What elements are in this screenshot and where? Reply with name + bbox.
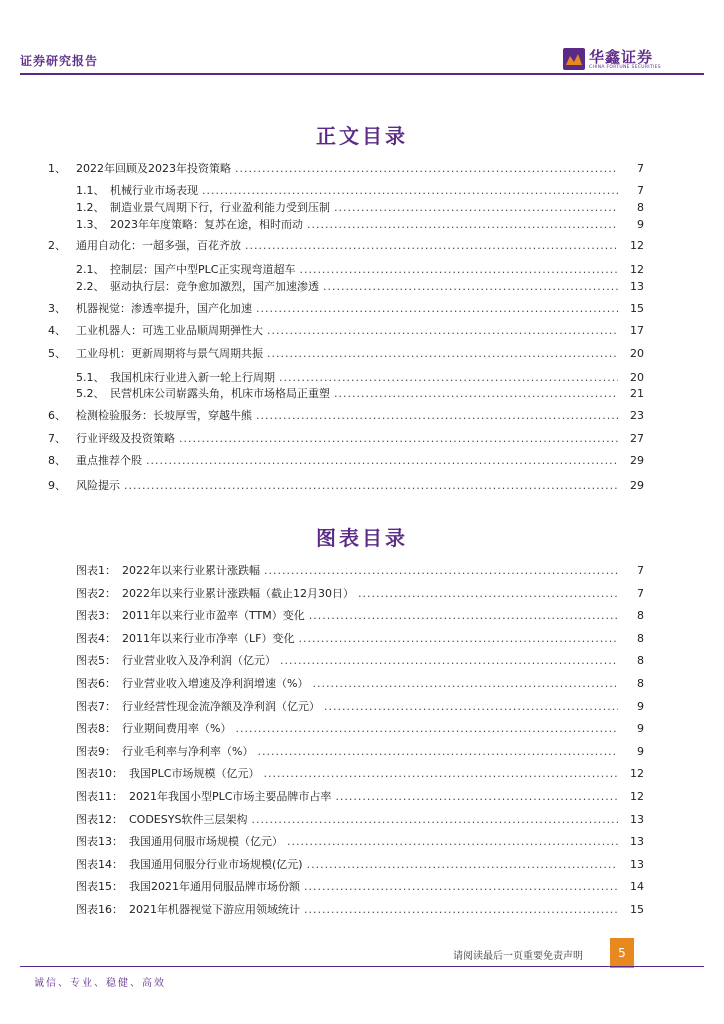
toc-entry-title: 2023年年度策略：复苏在途，相时而动 — [110, 218, 303, 231]
toc-entry[interactable] — [76, 200, 644, 216]
toc-entry-number: 7、 — [48, 432, 66, 445]
toc-entry-page: 17 — [630, 324, 644, 337]
figure-leader-dots — [304, 879, 618, 895]
toc-entry-number: 1.2、 — [76, 201, 105, 214]
toc-entry[interactable] — [48, 478, 644, 494]
toc-entry[interactable] — [48, 161, 644, 177]
figure-entry-label: 图表13： — [76, 835, 123, 849]
figures-title: 图表目录 — [316, 526, 408, 550]
logo-company-name: 华鑫证券 — [589, 48, 654, 66]
header-divider — [20, 73, 704, 75]
toc-entry-page: 27 — [630, 432, 644, 445]
toc-entry[interactable] — [48, 323, 644, 339]
toc-entry-page: 20 — [630, 371, 644, 384]
figure-entry-page: 7 — [637, 586, 644, 600]
figure-entry-page: 12 — [630, 790, 644, 803]
figure-entry[interactable] — [76, 586, 644, 602]
figure-entry-title: 我国通用伺服分行业市场规模(亿元) — [129, 857, 303, 871]
figure-entry[interactable] — [76, 902, 644, 918]
report-type-label: 证券研究报告 — [20, 54, 99, 68]
toc-entry-title: 行业评级及投资策略 — [76, 432, 175, 445]
toc-entry-page: 7 — [637, 162, 644, 175]
toc-entry[interactable] — [76, 262, 644, 278]
toc-entry-number: 5.2、 — [76, 387, 105, 400]
figure-leader-dots — [264, 563, 618, 579]
figure-leader-dots — [307, 857, 618, 873]
figure-entry-page: 13 — [630, 857, 644, 871]
toc-leader-dots — [245, 238, 618, 254]
figure-entry-label: 图表15： — [76, 880, 123, 894]
figure-entry-page: 9 — [637, 744, 644, 758]
toc-entry[interactable] — [48, 346, 644, 362]
footer-motto: 诚信、专业、稳健、高效 — [34, 978, 166, 989]
figure-entry[interactable] — [76, 789, 644, 805]
figure-entry-title: CODESYS软件三层架构 — [129, 812, 248, 826]
figure-entry-page: 8 — [637, 654, 644, 668]
toc-entry-title: 我国机床行业进入新一轮上行周期 — [110, 371, 275, 384]
figure-leader-dots — [257, 744, 618, 760]
toc-entry[interactable] — [48, 453, 644, 469]
figure-entry-title: 行业营业收入及净利润（亿元） — [122, 654, 276, 668]
toc-entry-page: 21 — [630, 387, 644, 400]
figure-leader-dots — [263, 766, 618, 782]
toc-leader-dots — [323, 279, 618, 295]
figure-entry-title: 行业期间费用率（%） — [122, 722, 232, 736]
toc-leader-dots — [267, 323, 618, 339]
page-number-badge: 5 — [610, 938, 634, 968]
figure-entry[interactable] — [76, 699, 644, 715]
toc-entry-number: 3、 — [48, 302, 66, 315]
toc-entry-page: 29 — [630, 479, 644, 492]
toc-entry-page: 9 — [637, 218, 644, 231]
figure-entry-title: 2011年以来行业市净率（LF）变化 — [122, 631, 295, 645]
figure-entry-label: 图表11： — [76, 790, 123, 803]
figure-entry-page: 15 — [630, 903, 644, 916]
figure-entry[interactable] — [76, 676, 644, 692]
figure-leader-dots — [358, 586, 618, 602]
toc-entry-number: 1、 — [48, 162, 66, 175]
toc-entry[interactable] — [76, 183, 644, 199]
toc-leader-dots — [235, 161, 618, 177]
toc-entry-page: 23 — [630, 409, 644, 422]
figure-entry-title: 2021年我国小型PLC市场主要品牌市占率 — [129, 790, 332, 803]
figure-entry-label: 图表7： — [76, 699, 116, 713]
toc-entry[interactable] — [76, 370, 644, 386]
figure-leader-dots — [324, 699, 618, 715]
figure-entry[interactable] — [76, 744, 644, 760]
figure-entry-label: 图表6： — [76, 677, 116, 690]
toc-entry-title: 风险提示 — [76, 479, 120, 492]
toc-entry-number: 1.3、 — [76, 218, 105, 231]
toc-entry-number: 5、 — [48, 347, 66, 360]
toc-entry[interactable] — [76, 386, 644, 402]
figure-leader-dots — [287, 834, 618, 850]
toc-entry-title: 民营机床公司崭露头角，机床市场格局正重塑 — [110, 387, 330, 400]
figure-entry-title: 2021年机器视觉下游应用领域统计 — [129, 903, 300, 916]
figure-entry-page: 13 — [630, 812, 644, 826]
figure-entry[interactable] — [76, 879, 644, 895]
toc-entry[interactable] — [48, 301, 644, 317]
figure-entry[interactable] — [76, 857, 644, 873]
toc-entry-title: 控制层：国产中型PLC正实现弯道超车 — [110, 263, 296, 276]
figure-entry[interactable] — [76, 631, 644, 647]
figure-leader-dots — [298, 631, 618, 647]
figure-entry-label: 图表16： — [76, 903, 123, 916]
figure-entry-label: 图表10： — [76, 767, 123, 781]
toc-leader-dots — [267, 346, 618, 362]
toc-entry-title: 驱动执行层：竞争愈加激烈，国产加速渗透 — [110, 280, 319, 293]
toc-leader-dots — [334, 200, 618, 216]
toc-leader-dots — [146, 453, 618, 469]
figure-entry-page: 8 — [637, 677, 644, 690]
toc-entry[interactable] — [48, 408, 644, 424]
figure-entry-page: 9 — [637, 722, 644, 736]
figure-entry-title: 我国PLC市场规模（亿元） — [129, 767, 260, 781]
toc-entry-page: 12 — [630, 263, 644, 276]
figure-entry-label: 图表2： — [76, 586, 116, 600]
figure-entry[interactable] — [76, 563, 644, 579]
toc-entry-title: 机械行业市场表现 — [110, 184, 198, 197]
toc-entry-title: 机器视觉：渗透率提升，国产化加速 — [76, 302, 252, 315]
toc-entry-number: 6、 — [48, 409, 66, 422]
toc-entry-title: 检测检验服务：长坡厚雪，穿越牛熊 — [76, 409, 252, 422]
figure-entry[interactable] — [76, 608, 644, 624]
figure-entry-title: 行业毛利率与净利率（%） — [122, 744, 254, 758]
toc-entry-number: 2.2、 — [76, 280, 105, 293]
figure-entry-page: 8 — [637, 609, 644, 623]
toc-entry-number: 8、 — [48, 454, 66, 467]
toc-entry-title: 工业母机：更新周期将与景气周期共振 — [76, 347, 263, 360]
toc-entry-page: 7 — [637, 184, 644, 197]
toc-entry-page: 13 — [630, 280, 644, 293]
toc-entry-number: 2.1、 — [76, 263, 105, 276]
figure-entry-label: 图表3： — [76, 609, 116, 623]
toc-entry-title: 通用自动化：一超多强，百花齐放 — [76, 239, 241, 252]
figure-entry[interactable] — [76, 653, 644, 669]
company-logo — [563, 46, 663, 72]
figure-entry-page: 12 — [630, 767, 644, 781]
figure-entry-title: 2011年以来行业市盈率（TTM）变化 — [122, 609, 305, 623]
figure-entry-page: 13 — [630, 835, 644, 849]
figure-leader-dots — [335, 789, 618, 805]
toc-leader-dots — [256, 301, 618, 317]
toc-entry-page: 12 — [630, 239, 644, 252]
figure-entry-page: 14 — [630, 880, 644, 894]
figure-entry-label: 图表9： — [76, 744, 116, 758]
figure-entry-title: 行业经营性现金流净额及净利润（亿元） — [122, 699, 320, 713]
figure-entry-title: 我国2021年通用伺服品牌市场份额 — [129, 880, 300, 894]
figure-leader-dots — [304, 902, 618, 918]
figure-entry-label: 图表12： — [76, 812, 123, 826]
figure-entry-title: 行业营业收入增速及净利润增速（%） — [122, 677, 309, 690]
toc-entry[interactable] — [48, 238, 644, 254]
figure-entry-title: 2022年以来行业累计涨跌幅（截止12月30日） — [122, 586, 354, 600]
figure-entry-label: 图表1： — [76, 564, 116, 577]
toc-leader-dots — [299, 262, 618, 278]
toc-entry-number: 5.1、 — [76, 371, 105, 384]
figure-entry-title: 2022年以来行业累计涨跌幅 — [122, 564, 260, 577]
figure-leader-dots — [312, 676, 618, 692]
figure-leader-dots — [280, 653, 618, 669]
toc-entry[interactable] — [48, 431, 644, 447]
toc-entry[interactable] — [76, 217, 644, 233]
logo-company-subtitle: CHINA FORTUNE SECURITIES — [589, 65, 661, 70]
figure-leader-dots — [235, 721, 618, 737]
toc-entry-title: 制造业景气周期下行，行业盈利能力受到压制 — [110, 201, 330, 214]
logo-mark-icon — [563, 48, 585, 70]
toc-entry[interactable] — [76, 279, 644, 295]
toc-entry-page: 15 — [630, 302, 644, 315]
toc-entry-page: 20 — [630, 347, 644, 360]
figure-entry-label: 图表14： — [76, 857, 123, 871]
figure-entry[interactable] — [76, 721, 644, 737]
toc-leader-dots — [202, 183, 618, 199]
figure-entry[interactable] — [76, 766, 644, 782]
figure-entry-title: 我国通用伺服市场规模（亿元） — [129, 835, 283, 849]
toc-entry-title: 重点推荐个股 — [76, 454, 142, 467]
figure-entry-page: 9 — [637, 699, 644, 713]
disclaimer-note[interactable]: 请阅读最后一页重要免责声明 — [453, 951, 583, 962]
toc-leader-dots — [124, 478, 618, 494]
toc-entry-title: 2022年回顾及2023年投资策略 — [76, 162, 231, 175]
figure-entry-page: 7 — [637, 564, 644, 577]
figure-entry[interactable] — [76, 812, 644, 828]
toc-entry-page: 8 — [637, 201, 644, 214]
figure-entry-page: 8 — [637, 631, 644, 645]
toc-entry-number: 1.1、 — [76, 184, 105, 197]
figure-entry-label: 图表8： — [76, 722, 116, 736]
toc-leader-dots — [279, 370, 618, 386]
figure-entry-label: 图表4： — [76, 631, 116, 645]
toc-entry-page: 29 — [630, 454, 644, 467]
toc-title: 正文目录 — [316, 124, 408, 148]
figure-leader-dots — [309, 608, 618, 624]
toc-leader-dots — [256, 408, 618, 424]
figure-leader-dots — [251, 812, 618, 828]
figure-entry[interactable] — [76, 834, 644, 850]
footer-divider — [20, 966, 704, 967]
toc-leader-dots — [334, 386, 618, 402]
toc-entry-number: 9、 — [48, 479, 66, 492]
toc-leader-dots — [179, 431, 618, 447]
toc-leader-dots — [307, 217, 618, 233]
toc-entry-title: 工业机器人：可选工业品顺周期弹性大 — [76, 324, 263, 337]
figure-entry-label: 图表5： — [76, 654, 116, 668]
toc-entry-number: 2、 — [48, 239, 66, 252]
toc-entry-number: 4、 — [48, 324, 66, 337]
